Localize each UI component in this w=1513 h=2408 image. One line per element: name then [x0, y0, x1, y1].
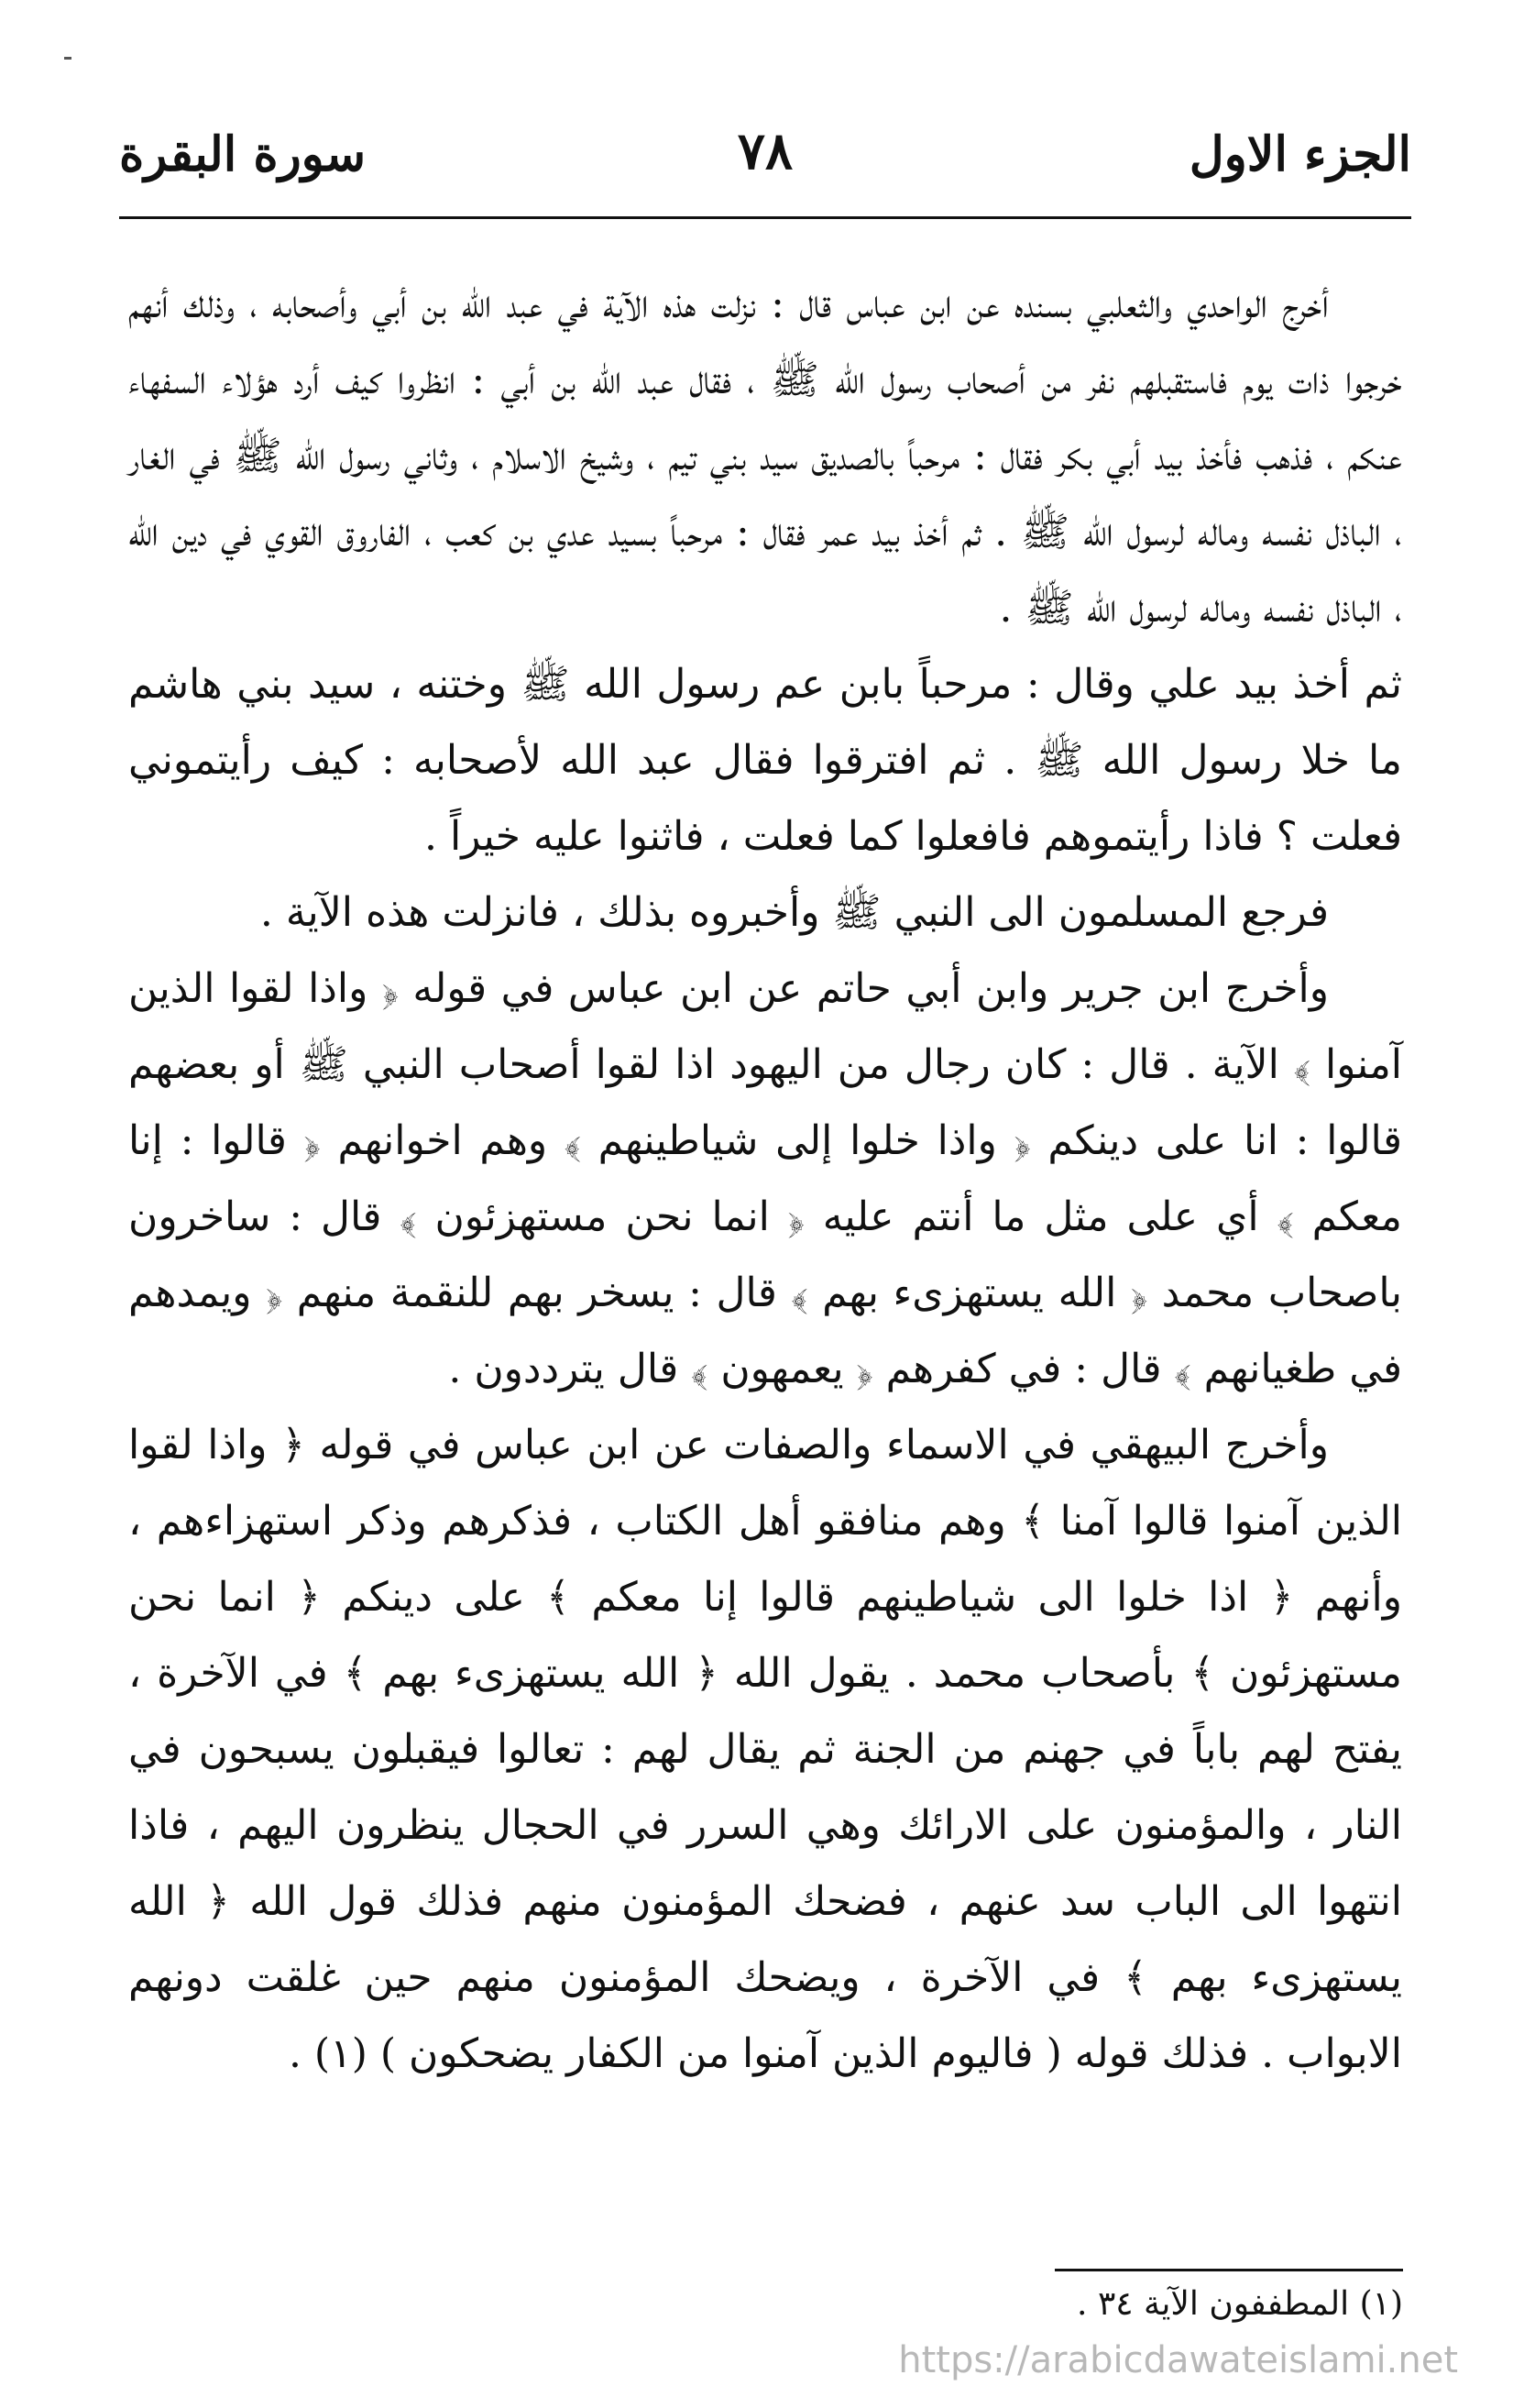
paragraph: وأخرج البيهقي في الاسماء والصفات عن ابن عباس في قوله ﴿ واذا لقوا الذين آمنوا قالوا آمنا ﴾ وهم منافقو أهل الكتاب ، فذكرهم وذكر استهزاءهم ، وأنهم ﴿ اذا خلوا الى شياطينهم قالوا إنا معكم ﴾ على دينكم ﴿ انما نحن مستهزئون ﴾ بأصحاب محمد . يقول الله ﴿ الله يستهزىء بهم ﴾ في الآخرة ، يفتح لهم باباً في جهنم من الجنة ثم يقال لهم : تعالوا فيقبلون يسبحون في النار ، والمؤمنون على الارائك وهي السرر في الحجال ينظرون اليهم ، فاذا انتهوا الى الباب سد عنهم ، فضحك المؤمنون منهم فذلك قول الله ﴿ الله يستهزىء بهم ﴾ في الآخرة ، ويضحك المؤمنون منهم حين غلقت دونهم الابواب . فذلك قوله ( فاليوم الذين آمنوا من الكفار يضحكون ) (١) .	[128, 1422, 1402, 2077]
page-header	[119, 110, 1411, 211]
page-number: ٧٨	[737, 121, 794, 181]
watermark-url: https://arabicdawateislami.net	[898, 2339, 1458, 2381]
footnote: (١) المطففون الآية ٣٤ .	[1077, 2285, 1403, 2323]
header-rule	[119, 216, 1411, 219]
footnote-rule	[1055, 2269, 1403, 2271]
scan-speck	[64, 57, 71, 60]
paragraph: وأخرج ابن جرير وابن أبي حاتم عن ابن عباس في قوله ﴿ واذا لقوا الذين آمنوا ﴾ الآية . قال : كان رجال من اليهود اذا لقوا أصحاب النبي ﷺ أو بعضهم قالوا : انا على دينكم ﴿ واذا خلوا إلى شياطينهم ﴾ وهم اخوانهم ﴿ قالوا : إنا معكم ﴾ أي على مثل ما أنتم عليه ﴿ انما نحن مستهزئون ﴾ قال : ساخرون باصحاب محمد ﴿ الله يستهزىء بهم ﴾ قال : يسخر بهم للنقمة منهم ﴿ ويمدهم في طغيانهم ﴾ قال : في كفرهم ﴿ يعمهون ﴾ قال يترددون .	[128, 965, 1402, 1392]
body-text	[128, 266, 1402, 2092]
paragraph: ثم أخذ بيد علي وقال : مرحباً بابن عم رسول الله ﷺ وختنه ، سيد بني هاشم ما خلا رسول الله ﷺ . ثم افترقوا فقال عبد الله لأصحابه : كيف رأيتموني فعلت ؟ فاذا رأيتموهم فافعلوا كما فعلت ، فاثنوا عليه خيراً .	[128, 661, 1402, 860]
paragraph: أخرج الواحدي والثعلبي بسنده عن ابن عباس قال : نزلت هذه الآية في عبد الله بن أبي وأصحابه ، وذلك أنهم خرجوا ذات يوم فاستقبلهم نفر من أصحاب رسول الله ﷺ ، فقال عبد الله بن أبي : انظروا كيف أرد هؤلاء السفهاء عنكم ، فذهب فأخذ بيد أبي بكر فقال : مرحباً بالصديق سيد بني تيم ، وشيخ الاسلام ، وثاني رسول الله ﷺ في الغار ، الباذل نفسه وماله لرسول الله ﷺ . ثم أخذ بيد عمر فقال : مرحباً بسيد عدي بن كعب ، الفاروق القوي في دين الله ، الباذل نفسه وماله لرسول الله ﷺ .	[128, 280, 1402, 632]
paragraph: فرجع المسلمون الى النبي ﷺ وأخبروه بذلك ، فانزلت هذه الآية .	[259, 889, 1329, 936]
surah-title: سورة البقرة	[119, 126, 367, 182]
part-title: الجزء الاول	[1189, 126, 1411, 182]
